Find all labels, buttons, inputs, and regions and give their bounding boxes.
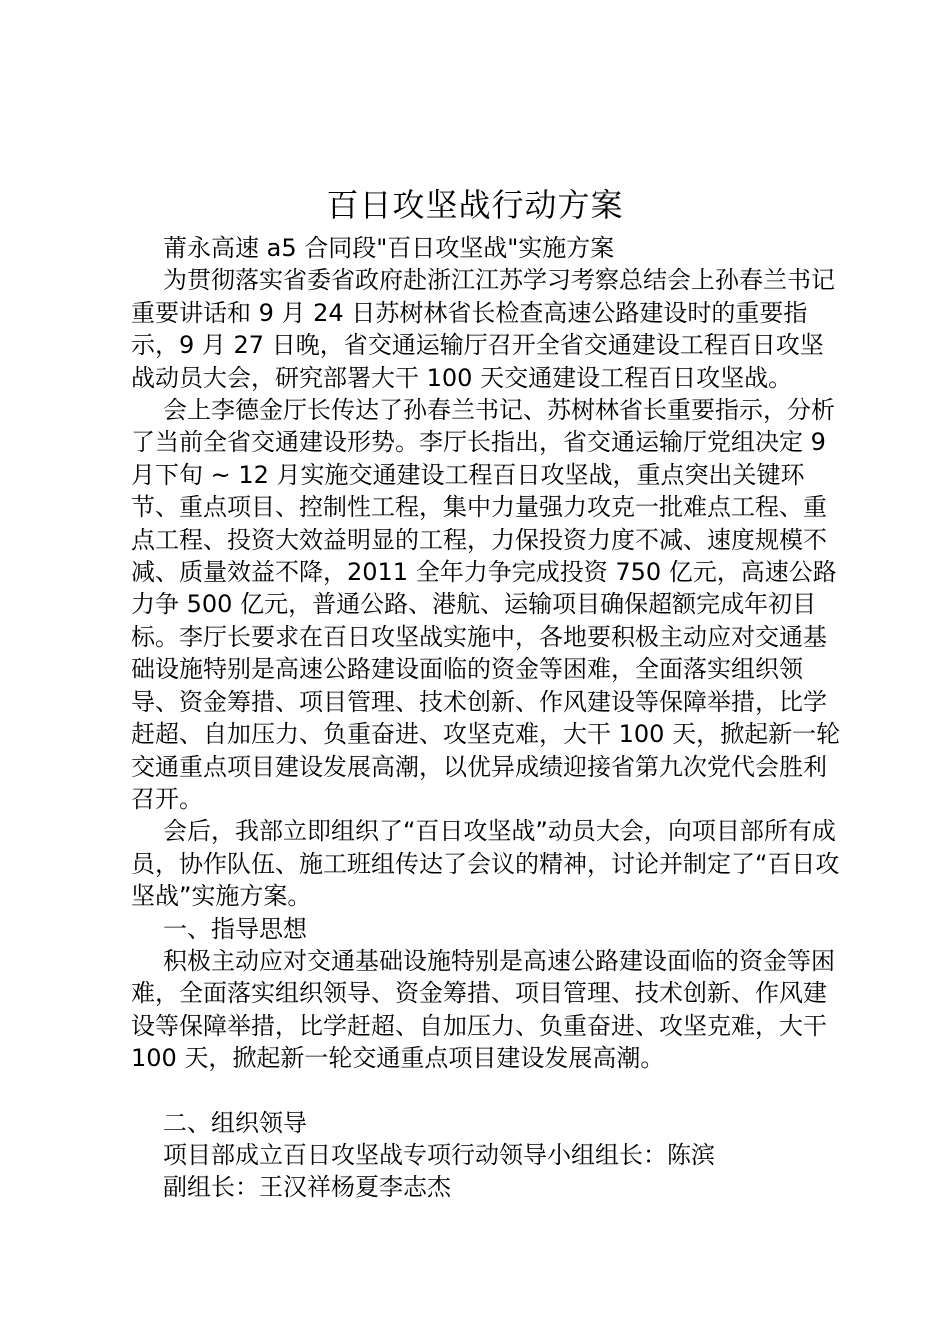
document-title: 百日攻坚战行动方案 [326, 186, 624, 224]
body-paragraph: 项目部成立百日攻坚战专项行动领导小组组长：陈滨 [163, 1140, 715, 1169]
body-paragraph: 会后，我部立即组织了“百日攻坚战”动员大会，向项目部所有成员，协作队伍、施工班组传达了会议的精神，讨论并制定了“百日攻坚战”实施方案。 [131, 817, 840, 911]
section-heading: 一、指导思想 [163, 914, 307, 943]
body-paragraph: 积极主动应对交通基础设施特别是高速公路建设面临的资金等困难，全面落实组织领导、资金筹措、项目管理、技术创新、作风建设等保障举措，比学赶超、自加压力、负重奋进、攻坚克难，大干 100 天，掀起新一轮交通重点项目建设发展高潮。 [131, 946, 835, 1073]
body-paragraph: 为贯彻落实省委省政府赴浙江江苏学习考察总结会上孙春兰书记重要讲话和 9 月 24 日苏树林省长检查高速公路建设时的重要指示，9 月 27 日晚，省交通运输厅召开全省交通建设工程百日攻坚战动员大会，研究部署大干 100 天交通建设工程百日攻坚战。 [131, 266, 835, 392]
section-heading: 二、组织领导 [163, 1108, 307, 1137]
body-paragraph: 会上李德金厅长传达了孙春兰书记、苏树林省长重要指示，分析了当前全省交通建设形势。李厅长指出，省交通运输厅党组决定 9 月下旬 ~ 12 月实施交通建设工程百日攻坚战，重点突出关键环节、重点项目、控制性工程，集中力量强力攻克一批难点工程、重点工程、投资大效益明显的工程，力保投资力度不减、速度规模不减、质量效益不降，2011 全年力争完成投资 750 亿元，高速公路力争 500 亿元，普通公路、港航、运输项目确保超额完成年初目标。李厅长要求在百日攻坚战实施中，各地要积极主动应对交通基础设施特别是高速公路建设面临的资金等困难，全面落实组织领导、资金筹措、项目管理、技术创新、作风建设等保障举措，比学赶超、自加压力、负重奋进、攻坚克难，大干 100 天，掀起新一轮交通重点项目建设发展高潮，以优异成绩迎接省第九次党代会胜利召开。 [131, 396, 841, 813]
document-body [131, 232, 843, 1204]
subtitle-paragraph: 莆永高速 a5 合同段"百日攻坚战"实施方案 [163, 234, 615, 262]
body-paragraph: 副组长：王汉祥杨夏李志杰 [163, 1173, 451, 1202]
